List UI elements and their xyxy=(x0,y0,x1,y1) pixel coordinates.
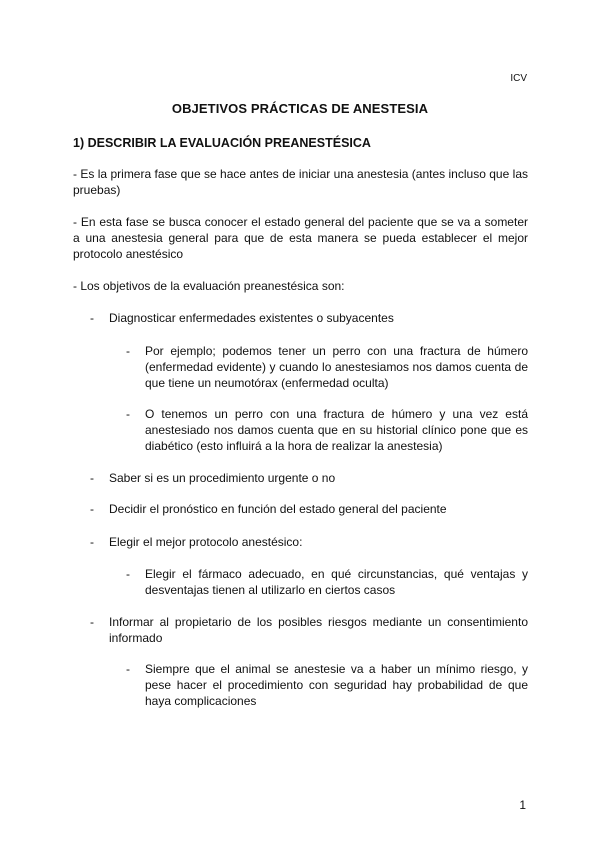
objective-item xyxy=(90,614,528,646)
bullet-dash: - xyxy=(126,567,130,581)
bullet-dash: - xyxy=(126,407,130,421)
objective-subitem xyxy=(126,343,528,391)
header-tag: ICV xyxy=(510,73,527,84)
paragraph: - Los objetivos de la evaluación preanestésica son: xyxy=(73,279,345,293)
document-title: OBJETIVOS PRÁCTICAS DE ANESTESIA xyxy=(171,101,429,116)
bullet-dash: - xyxy=(126,662,130,676)
objective-subitem xyxy=(126,566,528,598)
subitem-text: Siempre que el animal se anestesie va a haber un mínimo riesgo, y pese hacer el procedimiento con seguridad hay probabilidad de que haya complicaciones xyxy=(145,662,528,708)
bullet-dash: - xyxy=(126,344,130,358)
paragraph: - Es la primera fase que se hace antes de iniciar una anestesia (antes incluso que las pruebas) xyxy=(73,167,528,197)
bullet-dash: - xyxy=(90,615,94,629)
subitem-text: Por ejemplo; podemos tener un perro con una fractura de húmero (enfermedad evidente) y cuando lo anestesiamos nos damos cuenta de que tiene un neumotórax (enfermedad oculta) xyxy=(145,344,528,390)
page-number: 1 xyxy=(519,798,526,812)
objective-text: Saber si es un procedimiento urgente o no xyxy=(109,471,336,485)
objective-item xyxy=(90,470,528,486)
objective-item xyxy=(90,501,528,517)
subitem-text: Elegir el fármaco adecuado, en qué circunstancias, qué ventajas y desventajas tienen al utilizarlo en ciertos casos xyxy=(145,567,528,597)
bullet-dash: - xyxy=(90,502,94,516)
paragraph: - En esta fase se busca conocer el estado general del paciente que se va a someter a una anestesia general para que de esta manera se pueda establecer el mejor protocolo anestésico xyxy=(73,215,528,261)
objective-subitem xyxy=(126,661,528,709)
objective-text: Elegir el mejor protocolo anestésico: xyxy=(109,535,303,549)
bullet-dash: - xyxy=(90,535,94,549)
objective-subitem xyxy=(126,406,528,454)
objective-text: Diagnosticar enfermedades existentes o subyacentes xyxy=(109,311,394,325)
objective-text: Decidir el pronóstico en función del estado general del paciente xyxy=(109,502,447,516)
objective-text: Informar al propietario de los posibles riesgos mediante un consentimiento informado xyxy=(109,615,528,645)
subitem-text: O tenemos un perro con una fractura de húmero y una vez está anestesiado nos damos cuenta que en su historial clínico pone que es diabético (esto influirá a la hora de realizar la anestesia) xyxy=(145,407,528,453)
objective-item xyxy=(90,534,528,550)
section-heading: 1) DESCRIBIR LA EVALUACIÓN PREANESTÉSICA xyxy=(73,136,371,150)
bullet-dash: - xyxy=(90,471,94,485)
bullet-dash: - xyxy=(90,311,94,325)
objective-item xyxy=(90,310,528,326)
